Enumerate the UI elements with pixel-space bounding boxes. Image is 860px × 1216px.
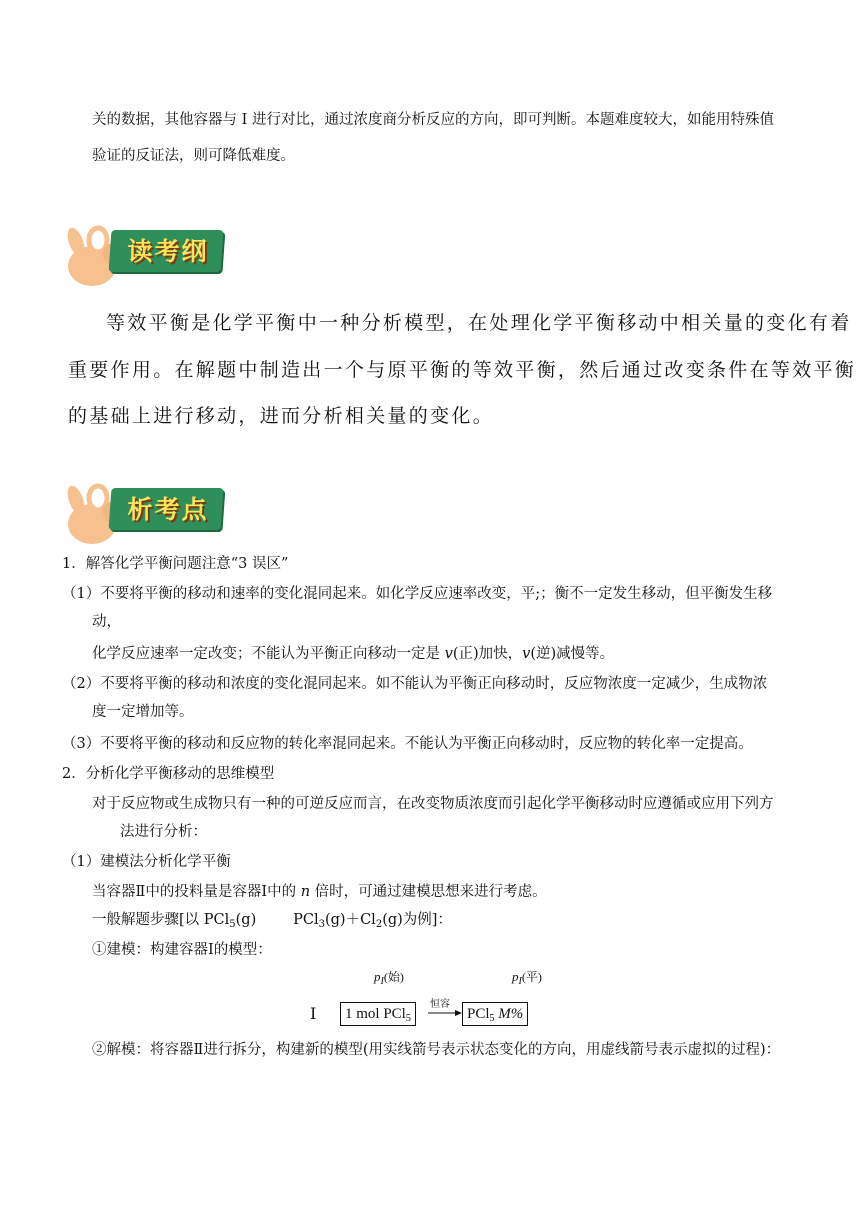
subscript: 5 xyxy=(229,919,236,930)
outline-line-1: 等效平衡是化学平衡中一种分析模型，在处理化学平衡移动中相关量的变化有着 xyxy=(106,312,852,334)
start-pressure-label xyxy=(374,968,404,987)
text-fragment: (逆)减慢等。 xyxy=(530,646,615,662)
banner-title: 读考纲 xyxy=(127,237,209,266)
subscript: 5 xyxy=(489,1013,495,1024)
text-fragment: (正)加快， xyxy=(452,646,523,662)
outline-line-2: 重要作用。在解题中制造出一个与原平衡的等效平衡，然后通过改变条件在等效平衡 xyxy=(68,359,857,381)
subscript: 3 xyxy=(318,919,325,930)
step-intro-line xyxy=(92,882,547,902)
point-1-line-c xyxy=(92,644,614,664)
point-2-line-b: 度一定增加等。 xyxy=(92,704,194,720)
subscript: I xyxy=(380,976,384,987)
right-arrow-icon xyxy=(428,1008,462,1018)
text-fragment: (g)为例]： xyxy=(382,912,452,928)
outline-line-3: 的基础上进行移动，进而分析相关量的变化。 xyxy=(68,405,495,427)
step-2: ②解模：将容器Ⅱ进行拆分，构建新的模型(用实线箭号表示状态变化的方向，用虚线箭号表示虚拟的过程)： xyxy=(92,1042,781,1058)
text-fragment: 当容器Ⅱ中的投料量是容器Ⅰ中的 xyxy=(92,884,301,900)
text-fragment: 化学反应速率一定改变；不能认为平衡正向移动一定是 xyxy=(92,646,445,662)
heading-2: 2．分析化学平衡移动的思维模型 xyxy=(62,766,275,782)
text-fragment: 一般解题步骤[以 PCl xyxy=(92,912,230,928)
point-1-line-a: （1）不要将平衡的移动和速率的变化混同起来。如化学反应速率改变，平;；衡不一定发生移动，但平衡发生移 xyxy=(62,586,773,602)
text-fragment: (g)＋Cl xyxy=(324,912,376,928)
text-fragment: 1 mol PCl xyxy=(345,1006,406,1022)
multiplier-symbol: n xyxy=(300,884,311,900)
text-fragment: (g) PCl xyxy=(235,912,319,928)
banner-read-outline xyxy=(62,224,227,290)
intro-line-2: 验证的反证法，则可降低难度。 xyxy=(92,148,295,164)
model-intro-line-a: 对于反应物或生成物只有一种的可逆反应而言，在改变物质浓度而引起化学平衡移动时应遵循或应用下列方 xyxy=(92,796,774,812)
initial-state-box xyxy=(340,1002,416,1026)
equilibrium-state-box xyxy=(462,1002,528,1026)
text-fragment: M% xyxy=(494,1006,524,1022)
subheading-1: （1）建模法分析化学平衡 xyxy=(62,854,231,870)
text-fragment: PCl xyxy=(467,1006,490,1022)
model-intro-line-b: 法进行分析： xyxy=(120,824,207,840)
text-fragment: 倍时，可通过建模思想来进行考虑。 xyxy=(310,884,547,900)
text-fragment: (平) xyxy=(521,970,542,984)
banner-title: 析考点 xyxy=(127,495,209,524)
subscript: 2 xyxy=(375,919,383,930)
container-label: Ⅰ xyxy=(310,1004,317,1023)
point-2-line-a: （2）不要将平衡的移动和浓度的变化混同起来。如不能认为平衡正向移动时，反应物浓度一定减少，生成物浓 xyxy=(62,676,768,692)
step-1: ①建模：构建容器Ⅰ的模型： xyxy=(92,942,272,958)
velocity-symbol: v xyxy=(444,646,453,662)
intro-line-1: 关的数据，其他容器与 I 进行对比，通过浓度商分析反应的方向，即可判断。本题难度较大，如能用特殊值 xyxy=(92,112,774,128)
banner-analyze-points xyxy=(62,482,227,548)
text-fragment: p xyxy=(512,969,519,984)
velocity-symbol: v xyxy=(522,646,531,662)
subscript: 5 xyxy=(405,1013,411,1024)
subscript: I xyxy=(518,976,522,987)
point-3: （3）不要将平衡的移动和反应物的转化率混同起来。不能认为平衡正向移动时，反应物的转化率一定提高。 xyxy=(62,736,753,752)
text-fragment: (始) xyxy=(383,970,404,984)
equilibrium-pressure-label xyxy=(512,968,542,987)
general-steps-line xyxy=(92,910,452,935)
heading-1: 1．解答化学平衡问题注意“3 误区” xyxy=(62,556,289,572)
point-1-line-b: 动， xyxy=(92,614,121,630)
arrow-condition-label: 恒容 xyxy=(430,999,450,1010)
text-fragment: p xyxy=(374,969,381,984)
